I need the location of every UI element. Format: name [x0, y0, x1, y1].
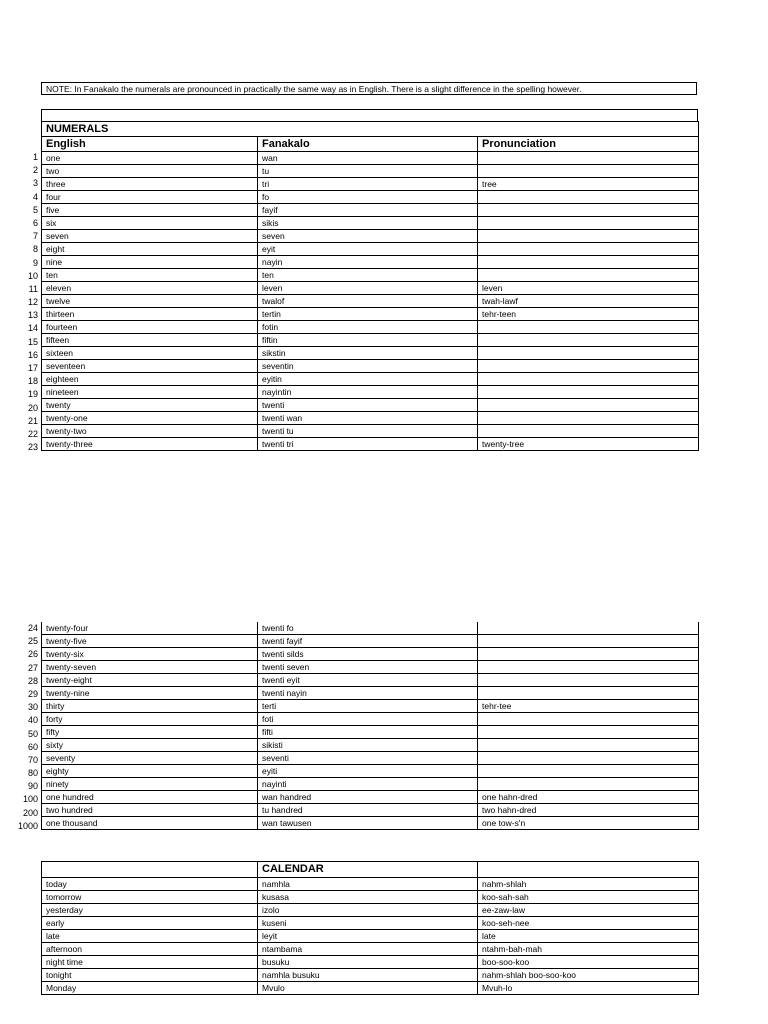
row-number: 90 [27, 781, 38, 792]
pronunciation-cell [478, 399, 699, 412]
english-cell: seventeen [42, 360, 258, 373]
table-row [42, 386, 699, 399]
table-row [42, 334, 699, 347]
pronunciation-cell [478, 386, 699, 399]
table-row [42, 425, 699, 438]
row-numbers-part1 [0, 149, 38, 452]
pronunciation-cell: Mvuh-lo [478, 982, 699, 995]
english-cell: yesterday [42, 904, 258, 917]
pronunciation-cell [478, 204, 699, 217]
pronunciation-cell: tehr-teen [478, 308, 699, 321]
table-row [42, 661, 699, 674]
row-number: 50 [27, 728, 38, 739]
row-number: 12 [27, 297, 38, 308]
english-cell: twenty-three [42, 438, 258, 451]
fanakalo-cell: nayinti [258, 778, 478, 791]
pronunciation-cell: nahm-shlah boo-soo-koo [478, 969, 699, 982]
table-row [42, 778, 699, 791]
fanakalo-cell: tertin [258, 308, 478, 321]
english-cell: two [42, 165, 258, 178]
row-number: 30 [27, 702, 38, 713]
fanakalo-cell: eyiti [258, 765, 478, 778]
english-cell: nine [42, 256, 258, 269]
row-number: 3 [32, 178, 38, 189]
table-row [42, 930, 699, 943]
row-number: 60 [27, 741, 38, 752]
row-number: 23 [27, 442, 38, 453]
table-row [42, 295, 699, 308]
row-number: 4 [32, 191, 38, 202]
row-number: 21 [27, 415, 38, 426]
fanakalo-cell: izolo [258, 904, 478, 917]
pronunciation-cell [478, 412, 699, 425]
pronunciation-cell [478, 726, 699, 739]
pronunciation-cell: two hahn-dred [478, 804, 699, 817]
english-cell: fifteen [42, 334, 258, 347]
english-cell: fifty [42, 726, 258, 739]
row-number: 40 [27, 715, 38, 726]
fanakalo-cell: kusasa [258, 891, 478, 904]
fanakalo-cell: fo [258, 191, 478, 204]
table-row [42, 969, 699, 982]
row-numbers-part2 [0, 620, 38, 831]
english-cell: seven [42, 230, 258, 243]
numerals-title-row [42, 122, 699, 137]
pronunciation-cell [478, 230, 699, 243]
fanakalo-cell: nayintin [258, 386, 478, 399]
table-row [42, 243, 699, 256]
row-number: 25 [27, 636, 38, 647]
pronunciation-cell: ee-zaw-law [478, 904, 699, 917]
fanakalo-cell: fiftin [258, 334, 478, 347]
english-cell: one [42, 152, 258, 165]
fanakalo-cell: wan [258, 152, 478, 165]
pronunciation-cell [478, 635, 699, 648]
fanakalo-cell: seventi [258, 752, 478, 765]
table-row [42, 804, 699, 817]
fanakalo-cell: ten [258, 269, 478, 282]
english-cell: seventy [42, 752, 258, 765]
pronunciation-cell [478, 360, 699, 373]
pronunciation-cell [478, 713, 699, 726]
pronunciation-cell [478, 674, 699, 687]
table-row [42, 726, 699, 739]
english-cell: twenty-seven [42, 661, 258, 674]
pronunciation-cell: late [478, 930, 699, 943]
english-cell: twenty-four [42, 622, 258, 635]
header-fanakalo: Fanakalo [258, 137, 478, 152]
row-number: 24 [27, 623, 38, 633]
table-row [42, 282, 699, 295]
table-row [42, 269, 699, 282]
fanakalo-cell: twenti nayin [258, 687, 478, 700]
english-cell: night time [42, 956, 258, 969]
english-cell: twenty-nine [42, 687, 258, 700]
pronunciation-cell [478, 765, 699, 778]
table-row [42, 917, 699, 930]
fanakalo-cell: eyitin [258, 373, 478, 386]
english-cell: fourteen [42, 321, 258, 334]
table-row [42, 739, 699, 752]
fanakalo-cell: sikisti [258, 739, 478, 752]
table-row [42, 648, 699, 661]
english-cell: six [42, 217, 258, 230]
table-row [42, 791, 699, 804]
row-number: 19 [27, 389, 38, 400]
fanakalo-cell: namhla [258, 878, 478, 891]
table-row [42, 399, 699, 412]
fanakalo-cell: twenti eyit [258, 674, 478, 687]
english-cell: ninety [42, 778, 258, 791]
table-row [42, 230, 699, 243]
pronunciation-cell [478, 425, 699, 438]
english-cell: one hundred [42, 791, 258, 804]
pronunciation-cell [478, 165, 699, 178]
pronunciation-cell [478, 752, 699, 765]
english-cell: thirty [42, 700, 258, 713]
table-row [42, 360, 699, 373]
pronunciation-cell [478, 661, 699, 674]
fanakalo-cell: sikis [258, 217, 478, 230]
pronunciation-cell [478, 334, 699, 347]
pronunciation-cell [478, 778, 699, 791]
fanakalo-cell: twenti tu [258, 425, 478, 438]
pronunciation-cell: tree [478, 178, 699, 191]
table-row [42, 982, 699, 995]
row-number: 15 [27, 336, 38, 347]
header-row [42, 137, 699, 152]
fanakalo-cell: terti [258, 700, 478, 713]
table-row [42, 373, 699, 386]
table-row [42, 217, 699, 230]
calendar-blank-cell [42, 862, 258, 878]
row-number: 5 [32, 204, 38, 215]
english-cell: tonight [42, 969, 258, 982]
table-row [42, 438, 699, 451]
row-number: 27 [27, 662, 38, 673]
table-row [42, 178, 699, 191]
table-row [42, 817, 699, 830]
calendar-title: CALENDAR [258, 862, 478, 878]
english-cell: thirteen [42, 308, 258, 321]
row-number: 2 [32, 165, 38, 176]
numerals-table-part2 [41, 622, 699, 830]
english-cell: Monday [42, 982, 258, 995]
fanakalo-cell: Mvulo [258, 982, 478, 995]
pronunciation-cell [478, 373, 699, 386]
table-row [42, 635, 699, 648]
table-row [42, 752, 699, 765]
fanakalo-cell: namhla busuku [258, 969, 478, 982]
table-row [42, 321, 699, 334]
blank-row [41, 109, 698, 121]
numerals-title: NUMERALS [42, 122, 699, 137]
fanakalo-cell: seven [258, 230, 478, 243]
pronunciation-cell [478, 687, 699, 700]
english-cell: early [42, 917, 258, 930]
table-row [42, 956, 699, 969]
pronunciation-cell [478, 622, 699, 635]
fanakalo-cell: twenti silds [258, 648, 478, 661]
pronunciation-cell: ntahm-bah-mah [478, 943, 699, 956]
calendar-table [41, 861, 699, 995]
row-number: 29 [27, 688, 38, 699]
fanakalo-cell: ntambama [258, 943, 478, 956]
numerals-table-part1 [41, 121, 699, 451]
header-pronunciation: Pronunciation [478, 137, 699, 152]
fanakalo-cell: leven [258, 282, 478, 295]
table-row [42, 204, 699, 217]
row-number: 13 [27, 310, 38, 321]
row-number: 28 [27, 675, 38, 686]
pronunciation-cell [478, 191, 699, 204]
fanakalo-cell: wan handred [258, 791, 478, 804]
table-row [42, 878, 699, 891]
fanakalo-cell: tu [258, 165, 478, 178]
table-row [42, 622, 699, 635]
row-number: 200 [22, 807, 38, 818]
row-number: 1000 [17, 820, 38, 831]
fanakalo-cell: twenti tri [258, 438, 478, 451]
english-cell: twenty-one [42, 412, 258, 425]
pronunciation-cell: koo-seh-nee [478, 917, 699, 930]
row-number: 18 [27, 376, 38, 387]
fanakalo-cell: twenti fayif [258, 635, 478, 648]
header-english: English [42, 137, 258, 152]
fanakalo-cell: foti [258, 713, 478, 726]
fanakalo-cell: kuseni [258, 917, 478, 930]
pronunciation-cell: tehr-tee [478, 700, 699, 713]
fanakalo-cell: twenti fo [258, 622, 478, 635]
table-row [42, 165, 699, 178]
calendar-blank-cell [478, 862, 699, 878]
table-row [42, 191, 699, 204]
pronunciation-cell: koo-sah-sah [478, 891, 699, 904]
pronunciation-cell [478, 217, 699, 230]
row-number: 10 [27, 270, 38, 281]
fanakalo-cell: tri [258, 178, 478, 191]
pronunciation-cell: one tow-s'n [478, 817, 699, 830]
row-number: 11 [28, 283, 38, 294]
table-row [42, 256, 699, 269]
calendar-title-row [42, 862, 699, 878]
fanakalo-cell: eyit [258, 243, 478, 256]
fanakalo-cell: wan tawusen [258, 817, 478, 830]
pronunciation-cell [478, 739, 699, 752]
english-cell: twenty-two [42, 425, 258, 438]
english-cell: three [42, 178, 258, 191]
table-row [42, 152, 699, 165]
english-cell: twenty [42, 399, 258, 412]
fanakalo-cell: twalof [258, 295, 478, 308]
fanakalo-cell: fotin [258, 321, 478, 334]
fanakalo-cell: twenti [258, 399, 478, 412]
pronunciation-cell [478, 152, 699, 165]
pronunciation-cell: twenty-tree [478, 438, 699, 451]
row-number: 6 [32, 217, 38, 228]
english-cell: eighty [42, 765, 258, 778]
english-cell: ten [42, 269, 258, 282]
row-number: 26 [27, 649, 38, 660]
english-cell: eighteen [42, 373, 258, 386]
english-cell: twenty-six [42, 648, 258, 661]
pronunciation-cell: boo-soo-koo [478, 956, 699, 969]
fanakalo-cell: twenti seven [258, 661, 478, 674]
pronunciation-cell [478, 243, 699, 256]
fanakalo-cell: fifti [258, 726, 478, 739]
english-cell: forty [42, 713, 258, 726]
table-row [42, 943, 699, 956]
english-cell: twenty-eight [42, 674, 258, 687]
fanakalo-cell: busuku [258, 956, 478, 969]
english-cell: nineteen [42, 386, 258, 399]
row-number: 70 [27, 754, 38, 765]
fanakalo-cell: sikstin [258, 347, 478, 360]
row-number: 9 [32, 257, 38, 268]
table-row [42, 700, 699, 713]
row-number: 8 [32, 244, 38, 255]
english-cell: late [42, 930, 258, 943]
fanakalo-cell: seventin [258, 360, 478, 373]
table-row [42, 687, 699, 700]
pronunciation-cell: twah-lawf [478, 295, 699, 308]
row-number: 20 [27, 402, 38, 413]
english-cell: four [42, 191, 258, 204]
pronunciation-cell [478, 321, 699, 334]
pronunciation-cell [478, 648, 699, 661]
row-number: 1 [32, 152, 38, 162]
english-cell: twelve [42, 295, 258, 308]
table-row [42, 891, 699, 904]
pronunciation-cell [478, 347, 699, 360]
pronunciation-cell [478, 269, 699, 282]
pronunciation-cell [478, 256, 699, 269]
table-row [42, 347, 699, 360]
table-row [42, 412, 699, 425]
pronunciation-cell: nahm-shlah [478, 878, 699, 891]
english-cell: afternoon [42, 943, 258, 956]
row-number: 17 [27, 363, 38, 373]
table-row [42, 674, 699, 687]
row-number: 7 [32, 231, 38, 242]
pronunciation-cell: leven [478, 282, 699, 295]
table-row [42, 904, 699, 917]
english-cell: twenty-five [42, 635, 258, 648]
english-cell: sixty [42, 739, 258, 752]
english-cell: sixteen [42, 347, 258, 360]
fanakalo-cell: twenti wan [258, 412, 478, 425]
row-number: 14 [27, 323, 38, 334]
english-cell: tomorrow [42, 891, 258, 904]
english-cell: today [42, 878, 258, 891]
table-row [42, 713, 699, 726]
row-number: 22 [27, 428, 38, 439]
fanakalo-cell: leyit [258, 930, 478, 943]
fanakalo-cell: tu handred [258, 804, 478, 817]
table-row [42, 308, 699, 321]
row-number: 100 [22, 794, 38, 805]
table-row [42, 765, 699, 778]
row-number: 16 [27, 349, 38, 360]
english-cell: one thousand [42, 817, 258, 830]
english-cell: two hundred [42, 804, 258, 817]
fanakalo-cell: fayif [258, 204, 478, 217]
pronunciation-cell: one hahn-dred [478, 791, 699, 804]
row-number: 80 [27, 768, 38, 779]
note-text: NOTE: In Fanakalo the numerals are pronounced in practically the same way as in English. There is a slight difference in the spelling however. [41, 82, 697, 95]
english-cell: eight [42, 243, 258, 256]
english-cell: five [42, 204, 258, 217]
english-cell: eleven [42, 282, 258, 295]
fanakalo-cell: nayin [258, 256, 478, 269]
